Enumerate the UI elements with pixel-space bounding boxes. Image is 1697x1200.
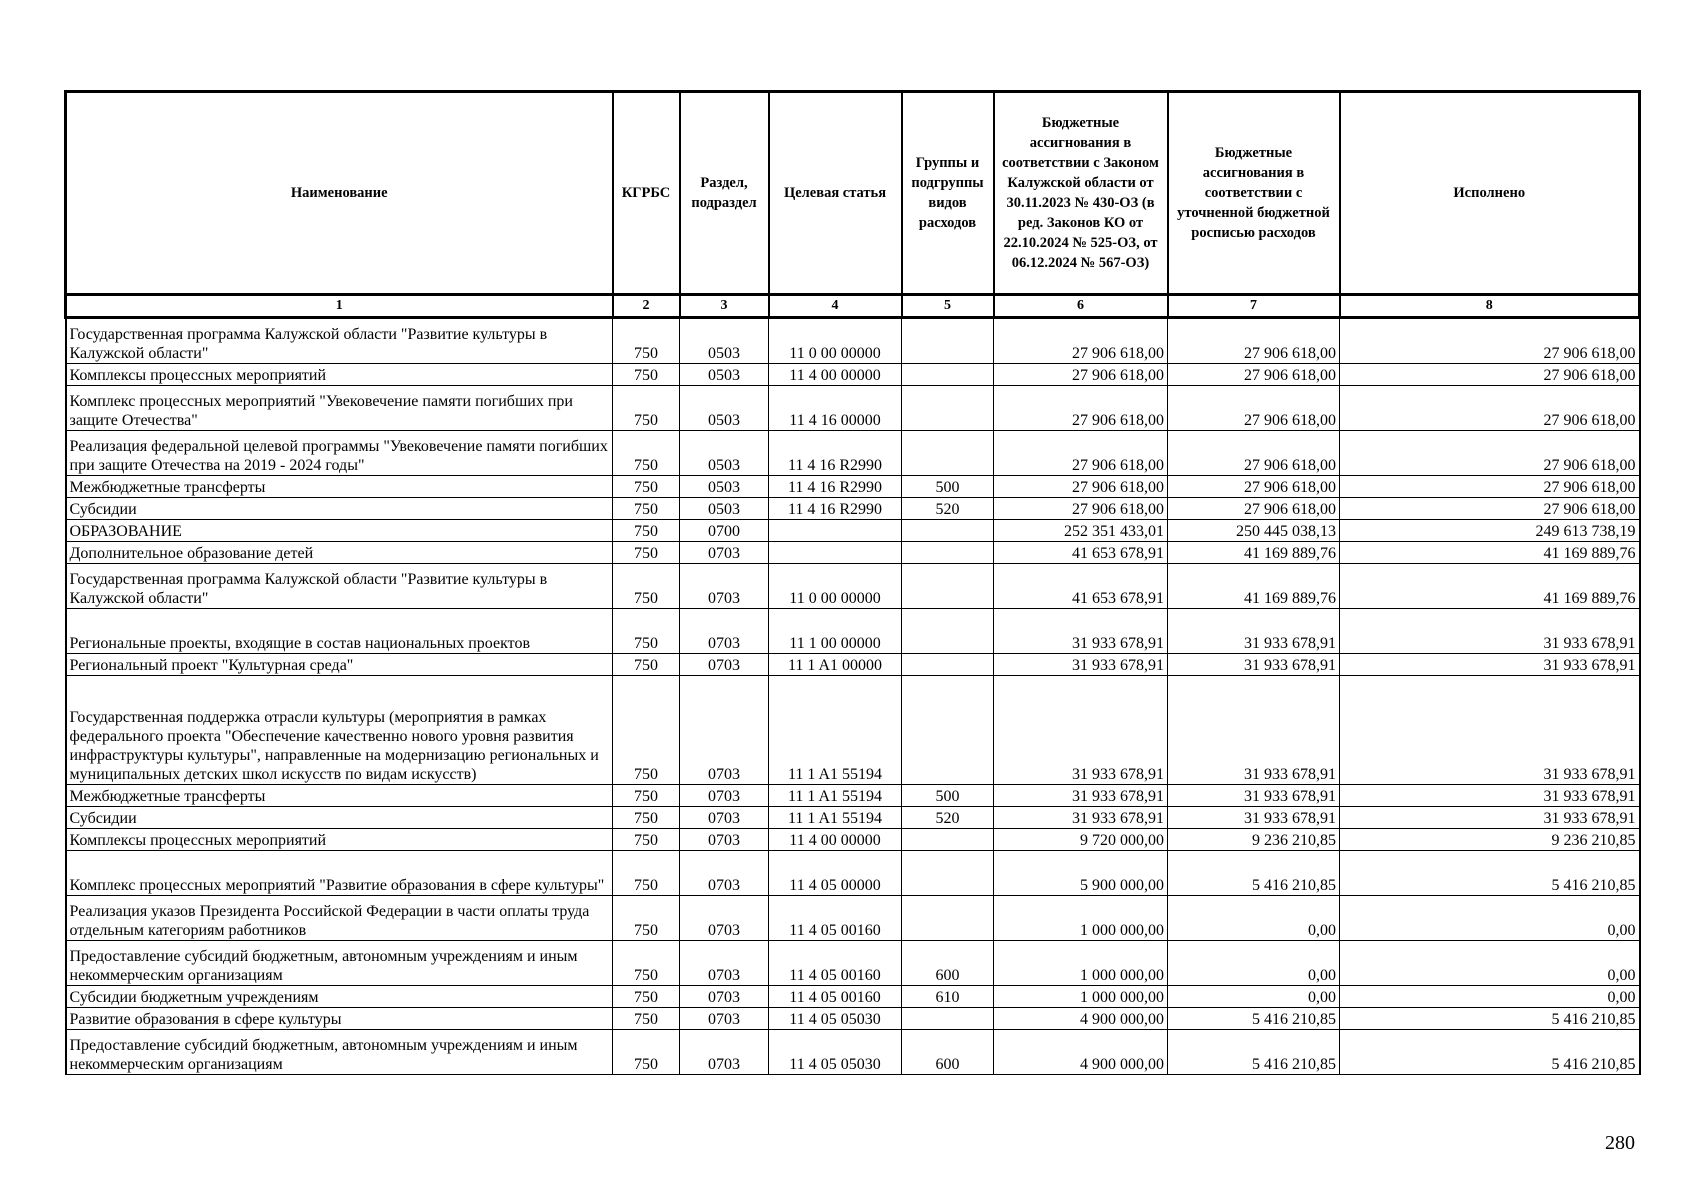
cell-name: Межбюджетные трансферты: [66, 476, 613, 498]
cell-name: Субсидии бюджетным учреждениям: [66, 986, 613, 1008]
cell-kgrbs: 750: [613, 431, 680, 476]
cell-name: Государственная программа Калужской области "Развитие культуры в Калужской области": [66, 318, 613, 364]
cell-razdel: 0703: [680, 829, 769, 851]
cell-group: [902, 520, 994, 542]
cell-kgrbs: 750: [613, 785, 680, 807]
table-row: [66, 654, 1640, 676]
cell-law-amount: 27 906 618,00: [994, 318, 1168, 364]
cell-target: [769, 542, 902, 564]
cell-kgrbs: 750: [613, 676, 680, 785]
table-row: [66, 896, 1640, 941]
cell-group: 500: [902, 785, 994, 807]
cell-law-amount: 31 933 678,91: [994, 676, 1168, 785]
cell-refined-amount: 5 416 210,85: [1168, 1030, 1340, 1075]
table-row: [66, 676, 1640, 785]
column-number: 6: [994, 295, 1168, 318]
cell-target: 11 4 05 00160: [769, 896, 902, 941]
cell-refined-amount: 27 906 618,00: [1168, 498, 1340, 520]
cell-name: Субсидии: [66, 807, 613, 829]
cell-razdel: 0703: [680, 851, 769, 896]
cell-law-amount: 9 720 000,00: [994, 829, 1168, 851]
cell-law-amount: 27 906 618,00: [994, 364, 1168, 386]
cell-group: [902, 431, 994, 476]
cell-refined-amount: 0,00: [1168, 986, 1340, 1008]
cell-group: 520: [902, 498, 994, 520]
table-row: [66, 520, 1640, 542]
cell-name: Комплекс процессных мероприятий "Развитие образования в сфере культуры": [66, 851, 613, 896]
cell-law-amount: 4 900 000,00: [994, 1008, 1168, 1030]
cell-kgrbs: 750: [613, 609, 680, 654]
cell-law-amount: 1 000 000,00: [994, 896, 1168, 941]
cell-refined-amount: 9 236 210,85: [1168, 829, 1340, 851]
cell-kgrbs: 750: [613, 1008, 680, 1030]
cell-refined-amount: 250 445 038,13: [1168, 520, 1340, 542]
cell-refined-amount: 31 933 678,91: [1168, 807, 1340, 829]
header-kgrbs: КГРБС: [613, 92, 680, 295]
cell-name: Предоставление субсидий бюджетным, автономным учреждениям и иным некоммерческим организациям: [66, 941, 613, 986]
cell-kgrbs: 750: [613, 829, 680, 851]
cell-name: Государственная поддержка отрасли культуры (мероприятия в рамках федерального проекта "Обеспечение качественно нового уровня развития инфраструктуры культуры", направленные на модернизацию региональных и муниципальных детских школ искусств по видам искусств): [66, 676, 613, 785]
header-law-allocations: Бюджетные ассигнования в соответствии с Законом Калужской области от 30.11.2023 № 430-ОЗ (в ред. Законов КО от 22.10.2024 № 525-ОЗ, от 06.12.2024 № 567-ОЗ): [994, 92, 1168, 295]
cell-executed-amount: 0,00: [1340, 941, 1640, 986]
column-number: 8: [1340, 295, 1640, 318]
cell-law-amount: 27 906 618,00: [994, 431, 1168, 476]
cell-executed-amount: 27 906 618,00: [1340, 364, 1640, 386]
cell-name: Комплекс процессных мероприятий "Увековечение памяти погибших при защите Отечества": [66, 386, 613, 431]
column-number: 1: [66, 295, 613, 318]
cell-razdel: 0503: [680, 386, 769, 431]
cell-razdel: 0703: [680, 1008, 769, 1030]
cell-executed-amount: 31 933 678,91: [1340, 654, 1640, 676]
cell-target: 11 4 05 00000: [769, 851, 902, 896]
table-row: [66, 986, 1640, 1008]
cell-refined-amount: 27 906 618,00: [1168, 431, 1340, 476]
cell-executed-amount: 5 416 210,85: [1340, 1008, 1640, 1030]
cell-executed-amount: 31 933 678,91: [1340, 785, 1640, 807]
column-number: 2: [613, 295, 680, 318]
table-row: [66, 1030, 1640, 1075]
cell-law-amount: 31 933 678,91: [994, 785, 1168, 807]
table-row: [66, 476, 1640, 498]
cell-razdel: 0503: [680, 318, 769, 364]
cell-kgrbs: 750: [613, 1030, 680, 1075]
cell-razdel: 0703: [680, 896, 769, 941]
cell-law-amount: 31 933 678,91: [994, 654, 1168, 676]
cell-refined-amount: 5 416 210,85: [1168, 851, 1340, 896]
cell-law-amount: 27 906 618,00: [994, 386, 1168, 431]
table-row: [66, 1008, 1640, 1030]
cell-target: 11 4 05 00160: [769, 941, 902, 986]
cell-refined-amount: 27 906 618,00: [1168, 476, 1340, 498]
cell-law-amount: 27 906 618,00: [994, 498, 1168, 520]
cell-group: [902, 386, 994, 431]
cell-razdel: 0703: [680, 1030, 769, 1075]
cell-law-amount: 4 900 000,00: [994, 1030, 1168, 1075]
cell-kgrbs: 750: [613, 986, 680, 1008]
header-group: Группы и подгруппы видов расходов: [902, 92, 994, 295]
cell-executed-amount: 5 416 210,85: [1340, 1030, 1640, 1075]
column-number: 3: [680, 295, 769, 318]
cell-refined-amount: 0,00: [1168, 896, 1340, 941]
table-row: [66, 941, 1640, 986]
cell-refined-amount: 0,00: [1168, 941, 1340, 986]
cell-refined-amount: 5 416 210,85: [1168, 1008, 1340, 1030]
cell-kgrbs: 750: [613, 851, 680, 896]
cell-kgrbs: 750: [613, 318, 680, 364]
cell-refined-amount: 27 906 618,00: [1168, 386, 1340, 431]
cell-executed-amount: 41 169 889,76: [1340, 564, 1640, 609]
cell-executed-amount: 31 933 678,91: [1340, 807, 1640, 829]
cell-group: [902, 564, 994, 609]
cell-refined-amount: 41 169 889,76: [1168, 542, 1340, 564]
cell-razdel: 0703: [680, 542, 769, 564]
cell-refined-amount: 41 169 889,76: [1168, 564, 1340, 609]
cell-target: 11 1 A1 00000: [769, 654, 902, 676]
column-number: 4: [769, 295, 902, 318]
cell-law-amount: 27 906 618,00: [994, 476, 1168, 498]
cell-executed-amount: 0,00: [1340, 896, 1640, 941]
cell-razdel: 0703: [680, 785, 769, 807]
cell-target: 11 4 00 00000: [769, 364, 902, 386]
cell-name: Региональные проекты, входящие в состав национальных проектов: [66, 609, 613, 654]
header-executed: Исполнено: [1340, 92, 1640, 295]
cell-name: Реализация федеральной целевой программы "Увековечение памяти погибших при защите Отечества на 2019 - 2024 годы": [66, 431, 613, 476]
table-row: [66, 851, 1640, 896]
document-page: [64, 90, 1638, 1075]
page-number: 280: [1605, 1132, 1635, 1154]
cell-executed-amount: 27 906 618,00: [1340, 318, 1640, 364]
cell-executed-amount: 9 236 210,85: [1340, 829, 1640, 851]
cell-kgrbs: 750: [613, 654, 680, 676]
cell-group: [902, 851, 994, 896]
cell-refined-amount: 31 933 678,91: [1168, 676, 1340, 785]
table-row: [66, 785, 1640, 807]
cell-group: [902, 829, 994, 851]
cell-group: 600: [902, 941, 994, 986]
cell-name: Дополнительное образование детей: [66, 542, 613, 564]
cell-kgrbs: 750: [613, 941, 680, 986]
cell-target: 11 0 00 00000: [769, 318, 902, 364]
table-row: [66, 542, 1640, 564]
cell-target: 11 4 16 00000: [769, 386, 902, 431]
cell-name: Субсидии: [66, 498, 613, 520]
cell-refined-amount: 31 933 678,91: [1168, 609, 1340, 654]
cell-kgrbs: 750: [613, 476, 680, 498]
column-number: 5: [902, 295, 994, 318]
cell-executed-amount: 27 906 618,00: [1340, 431, 1640, 476]
cell-executed-amount: 31 933 678,91: [1340, 609, 1640, 654]
cell-kgrbs: 750: [613, 498, 680, 520]
cell-law-amount: 41 653 678,91: [994, 564, 1168, 609]
header-target: Целевая статья: [769, 92, 902, 295]
cell-razdel: 0703: [680, 986, 769, 1008]
cell-target: 11 4 05 05030: [769, 1008, 902, 1030]
cell-executed-amount: 27 906 618,00: [1340, 386, 1640, 431]
cell-kgrbs: 750: [613, 896, 680, 941]
cell-executed-amount: 27 906 618,00: [1340, 476, 1640, 498]
table-row: [66, 431, 1640, 476]
cell-name: Реализация указов Президента Российской Федерации в части оплаты труда отдельным категориям работников: [66, 896, 613, 941]
cell-name: Комплексы процессных мероприятий: [66, 364, 613, 386]
cell-kgrbs: 750: [613, 364, 680, 386]
cell-razdel: 0503: [680, 476, 769, 498]
cell-razdel: 0703: [680, 676, 769, 785]
cell-razdel: 0503: [680, 498, 769, 520]
cell-razdel: 0703: [680, 807, 769, 829]
cell-razdel: 0703: [680, 654, 769, 676]
cell-target: [769, 520, 902, 542]
cell-target: 11 0 00 00000: [769, 564, 902, 609]
cell-group: [902, 1008, 994, 1030]
cell-executed-amount: 5 416 210,85: [1340, 851, 1640, 896]
cell-group: [902, 676, 994, 785]
cell-razdel: 0703: [680, 564, 769, 609]
cell-razdel: 0700: [680, 520, 769, 542]
cell-razdel: 0703: [680, 609, 769, 654]
cell-name: Предоставление субсидий бюджетным, автономным учреждениям и иным некоммерческим организациям: [66, 1030, 613, 1075]
cell-refined-amount: 31 933 678,91: [1168, 654, 1340, 676]
table-row: [66, 364, 1640, 386]
cell-kgrbs: 750: [613, 807, 680, 829]
column-number-row: [66, 295, 1640, 318]
header-name: Наименование: [66, 92, 613, 295]
cell-name: Государственная программа Калужской области "Развитие культуры в Калужской области": [66, 564, 613, 609]
cell-law-amount: 41 653 678,91: [994, 542, 1168, 564]
cell-razdel: 0503: [680, 431, 769, 476]
cell-kgrbs: 750: [613, 564, 680, 609]
cell-refined-amount: 27 906 618,00: [1168, 318, 1340, 364]
cell-refined-amount: 31 933 678,91: [1168, 785, 1340, 807]
table-row: [66, 609, 1640, 654]
cell-law-amount: 1 000 000,00: [994, 986, 1168, 1008]
cell-law-amount: 31 933 678,91: [994, 807, 1168, 829]
table-header-row: [66, 92, 1640, 295]
cell-target: 11 1 00 00000: [769, 609, 902, 654]
cell-name: Комплексы процессных мероприятий: [66, 829, 613, 851]
cell-target: 11 1 A1 55194: [769, 785, 902, 807]
cell-kgrbs: 750: [613, 386, 680, 431]
cell-group: [902, 364, 994, 386]
cell-group: 610: [902, 986, 994, 1008]
cell-razdel: 0503: [680, 364, 769, 386]
cell-law-amount: 31 933 678,91: [994, 609, 1168, 654]
table-body: [66, 318, 1640, 1075]
cell-group: 600: [902, 1030, 994, 1075]
cell-razdel: 0703: [680, 941, 769, 986]
cell-executed-amount: 27 906 618,00: [1340, 498, 1640, 520]
header-refined-allocations: Бюджетные ассигнования в соответствии с уточненной бюджетной росписью расходов: [1168, 92, 1340, 295]
cell-group: [902, 542, 994, 564]
budget-table: [64, 90, 1641, 1075]
cell-refined-amount: 27 906 618,00: [1168, 364, 1340, 386]
cell-target: 11 4 05 05030: [769, 1030, 902, 1075]
cell-group: [902, 318, 994, 364]
cell-name: ОБРАЗОВАНИЕ: [66, 520, 613, 542]
cell-name: Региональный проект "Культурная среда": [66, 654, 613, 676]
cell-group: [902, 609, 994, 654]
cell-law-amount: 1 000 000,00: [994, 941, 1168, 986]
cell-kgrbs: 750: [613, 542, 680, 564]
cell-law-amount: 252 351 433,01: [994, 520, 1168, 542]
cell-target: 11 4 16 R2990: [769, 431, 902, 476]
cell-target: 11 1 A1 55194: [769, 676, 902, 785]
cell-target: 11 4 16 R2990: [769, 476, 902, 498]
cell-group: 500: [902, 476, 994, 498]
header-razdel: Раздел, подраздел: [680, 92, 769, 295]
table-row: [66, 829, 1640, 851]
cell-executed-amount: 0,00: [1340, 986, 1640, 1008]
cell-executed-amount: 41 169 889,76: [1340, 542, 1640, 564]
table-row: [66, 318, 1640, 364]
cell-law-amount: 5 900 000,00: [994, 851, 1168, 896]
cell-group: 520: [902, 807, 994, 829]
table-row: [66, 807, 1640, 829]
cell-executed-amount: 249 613 738,19: [1340, 520, 1640, 542]
cell-target: 11 4 00 00000: [769, 829, 902, 851]
cell-group: [902, 654, 994, 676]
cell-executed-amount: 31 933 678,91: [1340, 676, 1640, 785]
cell-target: 11 4 05 00160: [769, 986, 902, 1008]
cell-name: Развитие образования в сфере культуры: [66, 1008, 613, 1030]
cell-target: 11 4 16 R2990: [769, 498, 902, 520]
column-number: 7: [1168, 295, 1340, 318]
cell-kgrbs: 750: [613, 520, 680, 542]
table-row: [66, 386, 1640, 431]
cell-group: [902, 896, 994, 941]
table-row: [66, 498, 1640, 520]
table-row: [66, 564, 1640, 609]
cell-name: Межбюджетные трансферты: [66, 785, 613, 807]
cell-target: 11 1 A1 55194: [769, 807, 902, 829]
